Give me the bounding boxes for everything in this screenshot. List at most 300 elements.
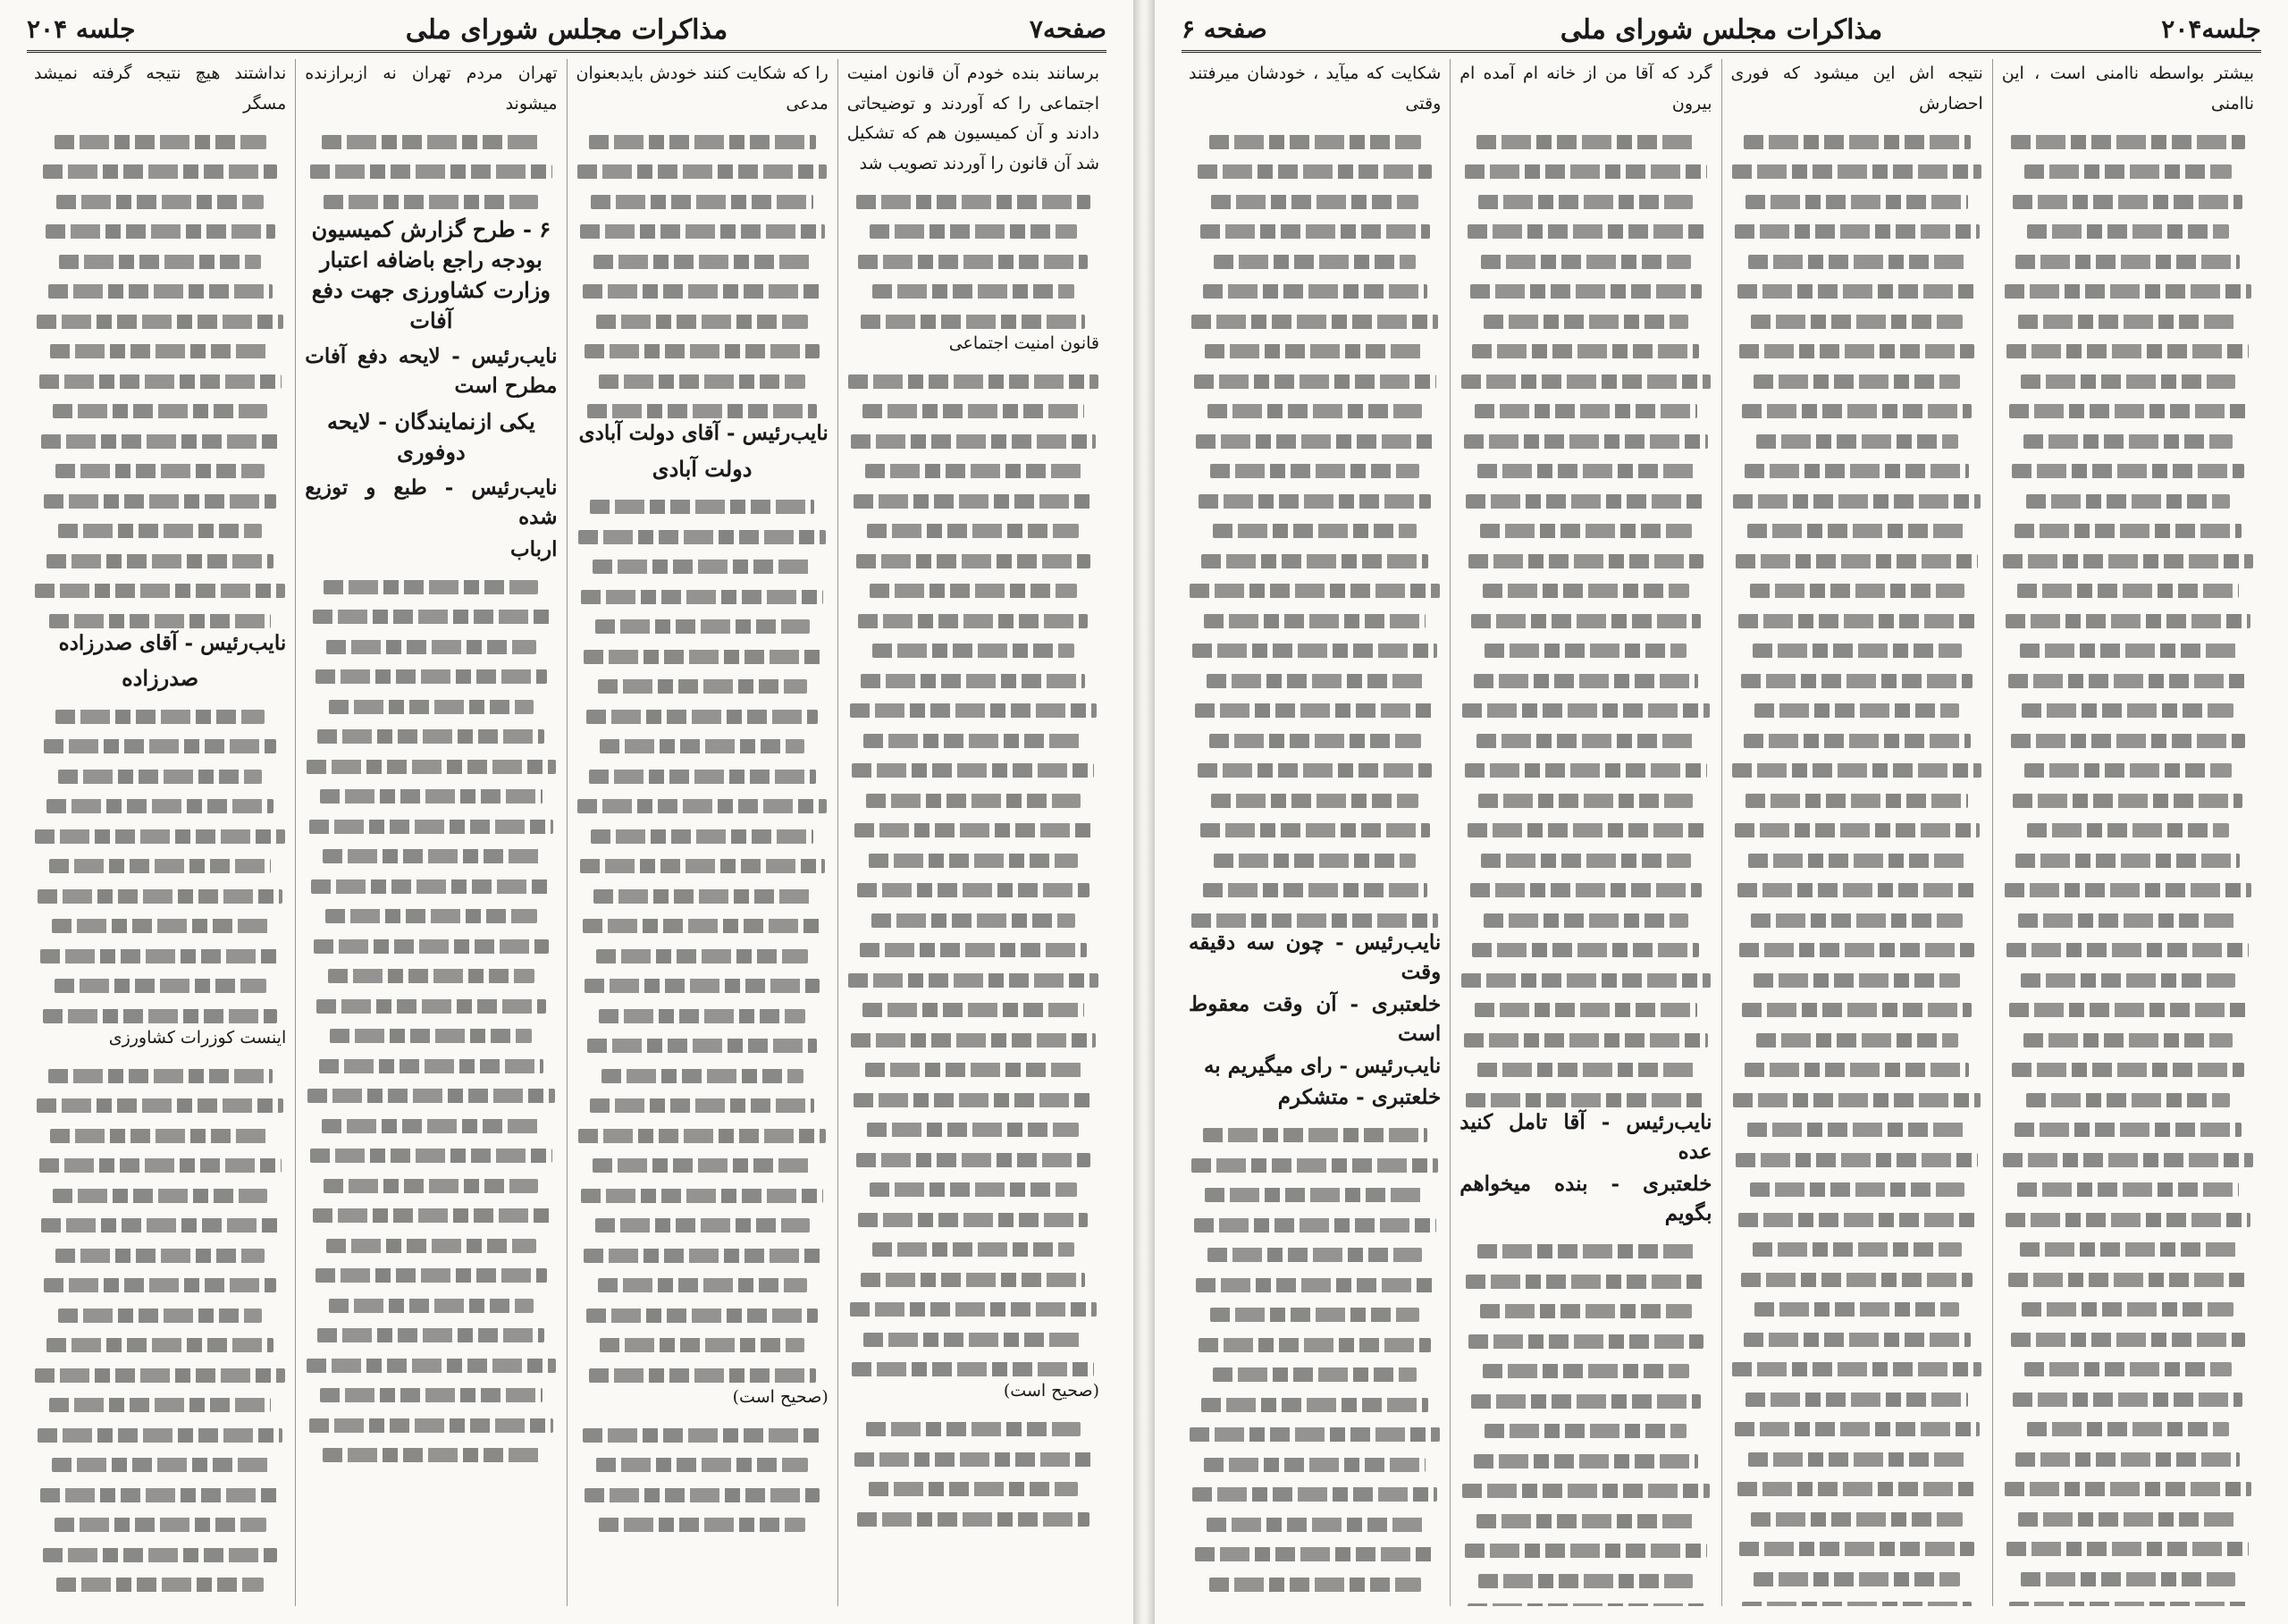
text-line-placeholder	[1466, 1275, 1705, 1289]
text-line-placeholder	[2005, 1482, 2252, 1496]
text-line-placeholder	[2006, 1542, 2249, 1556]
right-page-columns	[1180, 59, 2263, 1606]
text-line-placeholder	[311, 879, 551, 894]
text-line-placeholder	[872, 644, 1074, 658]
text-line-placeholder	[2018, 913, 2238, 928]
text-line-placeholder	[1732, 763, 1981, 778]
text-line-placeholder	[1477, 1244, 1695, 1258]
text-line-placeholder	[1211, 195, 1417, 209]
text-line-placeholder	[851, 1033, 1096, 1048]
text-line-placeholder	[2021, 973, 2235, 988]
text-line-placeholder	[580, 224, 825, 239]
text-line-placeholder	[595, 619, 810, 634]
text-line-placeholder	[1748, 854, 1965, 868]
text-line-placeholder	[309, 820, 554, 834]
text-line-placeholder	[581, 1189, 823, 1203]
paragraph: (صحیح است)	[1003, 1381, 1099, 1401]
text-line-placeholder	[1190, 1427, 1439, 1442]
paragraph: اینست کوزرات کشاورزی	[108, 1027, 287, 1048]
speaker-line: نایب‌رئیس - طبع و توزیع شده	[305, 475, 558, 529]
text-line-placeholder	[49, 614, 271, 628]
text-line-placeholder	[1205, 1188, 1425, 1202]
text-line-placeholder	[590, 1098, 814, 1113]
text-line-placeholder	[43, 164, 277, 179]
text-line-placeholder	[600, 739, 804, 753]
text-line-placeholder	[1201, 554, 1428, 568]
text-line-placeholder	[1481, 255, 1690, 269]
text-line-placeholder	[1191, 315, 1439, 329]
text-line-placeholder	[593, 255, 811, 269]
text-line-placeholder	[596, 315, 808, 329]
text-line-placeholder	[1737, 1482, 1977, 1496]
text-line-placeholder	[593, 1158, 812, 1173]
text-line-placeholder	[1205, 344, 1425, 358]
text-line-placeholder	[1750, 584, 1964, 598]
text-line-placeholder	[41, 434, 278, 449]
text-line-placeholder	[867, 524, 1079, 538]
left-page-columns	[25, 59, 1108, 1606]
text-line-placeholder	[1196, 1278, 1433, 1292]
text-line-placeholder	[1209, 1578, 1421, 1592]
right-page-header	[1182, 9, 2261, 53]
text-line-placeholder	[1464, 434, 1709, 449]
text-line-placeholder	[1751, 315, 1963, 329]
text-line-placeholder	[866, 1422, 1081, 1436]
speaker-line: خلعتبری - بنده میخواهم بگویم	[1459, 1171, 1712, 1225]
text-line-placeholder	[861, 1273, 1085, 1287]
text-line-placeholder	[590, 500, 814, 514]
text-line-placeholder	[46, 554, 273, 568]
text-line-placeholder	[41, 1218, 278, 1233]
text-line-placeholder	[1207, 1248, 1422, 1262]
text-line-placeholder	[1753, 644, 1962, 658]
text-column	[567, 59, 837, 1606]
page-gutter	[1133, 0, 1155, 1624]
text-line-placeholder	[313, 610, 550, 624]
text-line-placeholder	[596, 949, 808, 963]
text-line-placeholder	[1198, 763, 1432, 778]
text-line-placeholder	[1214, 854, 1416, 868]
text-line-placeholder	[1748, 1452, 1965, 1467]
text-line-placeholder	[328, 969, 534, 983]
text-line-placeholder	[1745, 1393, 1967, 1407]
text-line-placeholder	[43, 1009, 277, 1023]
text-line-placeholder	[1477, 464, 1695, 478]
text-line-placeholder	[587, 1039, 817, 1053]
text-line-placeholder	[1213, 1367, 1417, 1382]
text-line-placeholder	[1200, 823, 1430, 837]
text-line-placeholder	[1203, 883, 1427, 897]
text-line-placeholder	[1464, 1033, 1709, 1048]
text-line-placeholder	[858, 614, 1088, 628]
text-line-placeholder	[1738, 614, 1975, 628]
text-line-placeholder	[1742, 404, 1972, 418]
paragraph: را که شکایت کنند خودش بایدبعنوان مدعی	[576, 63, 829, 114]
text-line-placeholder	[858, 255, 1088, 269]
text-line-placeholder	[46, 1338, 273, 1352]
text-line-placeholder	[863, 1333, 1083, 1347]
text-line-placeholder	[584, 1249, 820, 1263]
text-line-placeholder	[601, 1069, 803, 1083]
text-line-placeholder	[1751, 1512, 1963, 1527]
text-line-placeholder	[2006, 943, 2249, 957]
left-page-header	[27, 9, 1106, 53]
left-page	[0, 0, 1133, 1624]
text-line-placeholder	[49, 859, 271, 873]
text-line-placeholder	[313, 1208, 550, 1223]
text-line-placeholder	[1736, 554, 1978, 568]
text-line-placeholder	[317, 729, 544, 744]
text-line-placeholder	[1192, 644, 1437, 658]
text-line-placeholder	[2006, 1213, 2250, 1227]
text-line-placeholder	[37, 1098, 284, 1113]
text-line-placeholder	[44, 739, 276, 753]
text-line-placeholder	[1471, 614, 1701, 628]
text-line-placeholder	[2020, 1242, 2237, 1257]
paragraph: شکایت که میآید ، خودشان میرفتند وقتی	[1189, 63, 1442, 114]
speaker-line: نایب‌رئیس - لایحه دفع آفات مطرح است	[305, 343, 558, 398]
text-line-placeholder	[1207, 404, 1422, 418]
text-line-placeholder	[1484, 315, 1688, 329]
paragraph: (صحیح است)	[732, 1386, 829, 1407]
text-column	[295, 59, 566, 1606]
text-line-placeholder	[2013, 794, 2242, 808]
text-line-placeholder	[870, 1182, 1076, 1197]
text-line-placeholder	[50, 344, 270, 358]
text-line-placeholder	[1468, 224, 1704, 239]
text-line-placeholder	[870, 584, 1076, 598]
text-line-placeholder	[870, 224, 1076, 239]
text-line-placeholder	[324, 195, 538, 209]
text-line-placeholder	[869, 854, 1078, 868]
text-line-placeholder	[1470, 284, 1703, 299]
text-line-placeholder	[2023, 1033, 2233, 1048]
text-line-placeholder	[577, 164, 827, 179]
text-line-placeholder	[55, 1249, 265, 1263]
text-line-placeholder	[1461, 374, 1711, 389]
text-line-placeholder	[581, 590, 823, 604]
text-line-placeholder	[1213, 524, 1417, 538]
text-line-placeholder	[1465, 164, 1707, 179]
text-line-placeholder	[1470, 883, 1703, 897]
text-line-placeholder	[2003, 1153, 2252, 1167]
text-line-placeholder	[2009, 1602, 2246, 1606]
text-line-placeholder	[2012, 464, 2244, 478]
text-line-placeholder	[1477, 1063, 1695, 1077]
text-line-placeholder	[1733, 494, 1981, 509]
text-line-placeholder	[320, 1388, 542, 1402]
text-line-placeholder	[1209, 135, 1421, 149]
text-line-placeholder	[580, 859, 825, 873]
text-line-placeholder	[850, 703, 1098, 718]
text-line-placeholder	[307, 1359, 556, 1373]
text-line-placeholder	[1741, 1273, 1973, 1287]
text-line-placeholder	[1465, 763, 1707, 778]
text-line-placeholder	[866, 794, 1081, 808]
text-line-placeholder	[55, 710, 265, 724]
text-line-placeholder	[307, 760, 556, 774]
text-line-placeholder	[1194, 374, 1436, 389]
text-line-placeholder	[854, 1452, 1091, 1467]
text-line-placeholder	[583, 1428, 822, 1443]
text-line-placeholder	[2018, 1512, 2238, 1527]
paragraph: تهران مردم تهران نه ازبرازنده میشوند	[305, 63, 558, 114]
right-header-title: مذاکرات مجلس شورای ملی	[1560, 14, 1883, 46]
text-line-placeholder	[44, 494, 276, 509]
text-line-placeholder	[2013, 195, 2242, 209]
text-line-placeholder	[1468, 823, 1704, 837]
text-line-placeholder	[53, 404, 267, 418]
text-line-placeholder	[2009, 404, 2246, 418]
text-line-placeholder	[2026, 494, 2231, 509]
text-line-placeholder	[1754, 973, 1960, 988]
text-line-placeholder	[848, 374, 1098, 389]
text-line-placeholder	[1207, 1518, 1424, 1532]
text-line-placeholder	[1750, 1182, 1964, 1197]
text-line-placeholder	[39, 1158, 282, 1173]
text-line-placeholder	[854, 1093, 1093, 1107]
text-line-placeholder	[2024, 763, 2231, 778]
text-line-placeholder	[55, 135, 266, 149]
text-line-placeholder	[596, 1458, 808, 1472]
speaker-line: نایب‌رئیس - آقای صدرزاده	[58, 630, 287, 655]
text-line-placeholder	[1462, 1484, 1710, 1498]
text-line-placeholder	[1466, 494, 1705, 509]
text-line-placeholder	[322, 135, 542, 149]
text-line-placeholder	[37, 315, 284, 329]
text-line-placeholder	[857, 1512, 1089, 1527]
text-line-placeholder	[1474, 1454, 1698, 1468]
text-line-placeholder	[585, 979, 819, 993]
text-line-placeholder	[848, 973, 1098, 988]
text-line-placeholder	[310, 164, 552, 179]
speaker-line: نایب‌رئیس - چون سه دقیقه وقت	[1189, 930, 1442, 984]
text-line-placeholder	[58, 770, 263, 784]
text-line-placeholder	[1198, 164, 1432, 179]
text-line-placeholder	[1468, 1603, 1704, 1606]
text-line-placeholder	[1480, 524, 1692, 538]
text-line-placeholder	[1210, 464, 1419, 478]
text-line-placeholder	[1753, 1242, 1962, 1257]
text-line-placeholder	[1738, 1213, 1975, 1227]
text-line-placeholder	[326, 640, 535, 654]
text-line-placeholder	[2027, 823, 2229, 837]
text-line-placeholder	[1745, 1063, 1969, 1077]
text-line-placeholder	[1739, 344, 1973, 358]
text-line-placeholder	[1466, 1093, 1705, 1107]
text-line-placeholder	[1737, 883, 1977, 897]
text-line-placeholder	[40, 1488, 280, 1502]
text-line-placeholder	[1733, 1093, 1981, 1107]
text-line-placeholder	[585, 1488, 819, 1502]
text-line-placeholder	[2017, 1182, 2239, 1197]
text-line-placeholder	[58, 1308, 263, 1323]
paragraph: برسانند بنده خودم آن قانون امنیت اجتماعی را که آوردند و توضیحاتی دادند و آن کمیسیون هم که تشکیل شد آن قانون را آوردند تصویب شد	[846, 63, 1099, 173]
right-header-session: جلسه۲۰۴	[2161, 14, 2261, 44]
text-line-placeholder	[314, 939, 548, 954]
text-line-placeholder	[872, 1242, 1074, 1257]
text-line-placeholder	[2015, 255, 2240, 269]
text-line-placeholder	[56, 1578, 263, 1592]
text-column	[1992, 59, 2263, 1606]
text-line-placeholder	[2005, 883, 2252, 897]
text-line-placeholder	[1207, 674, 1424, 688]
text-line-placeholder	[1476, 135, 1696, 149]
text-line-placeholder	[1192, 1487, 1437, 1502]
speaker-line: خلعتبری - آن وقت معقوط است	[1189, 991, 1442, 1046]
text-line-placeholder	[2013, 1393, 2242, 1407]
text-line-placeholder	[1475, 404, 1696, 418]
text-line-placeholder	[2022, 1302, 2233, 1317]
text-line-placeholder	[1195, 1547, 1434, 1561]
text-line-placeholder	[2015, 854, 2240, 868]
text-line-placeholder	[310, 1149, 552, 1163]
text-line-placeholder	[1476, 1514, 1696, 1528]
paragraph: قانون امنیت اجتماعی	[948, 332, 1099, 353]
text-line-placeholder	[854, 823, 1091, 837]
text-line-placeholder	[862, 404, 1084, 418]
text-line-placeholder	[1194, 1218, 1436, 1233]
right-page	[1155, 0, 2288, 1624]
text-line-placeholder	[320, 789, 542, 804]
text-line-placeholder	[2024, 164, 2231, 179]
text-line-placeholder	[863, 734, 1083, 748]
text-line-placeholder	[2024, 1362, 2231, 1376]
text-line-placeholder	[577, 799, 827, 813]
text-line-placeholder	[2006, 344, 2249, 358]
text-line-placeholder	[2017, 584, 2239, 598]
text-line-placeholder	[854, 494, 1093, 509]
text-line-placeholder	[53, 1189, 267, 1203]
text-column	[1180, 59, 1450, 1606]
text-line-placeholder	[1744, 135, 1971, 149]
text-line-placeholder	[329, 700, 534, 714]
text-line-placeholder	[872, 284, 1074, 299]
text-line-placeholder	[35, 584, 284, 598]
text-line-placeholder	[1190, 584, 1439, 598]
text-line-placeholder	[1203, 284, 1427, 299]
text-line-placeholder	[55, 464, 265, 478]
text-line-placeholder	[2011, 734, 2245, 748]
text-line-placeholder	[2020, 644, 2237, 658]
text-line-placeholder	[1210, 1308, 1419, 1322]
text-line-placeholder	[1744, 1333, 1971, 1347]
paragraph: گرد که آقا من از خانه ام آمده ام بیرون	[1459, 63, 1712, 114]
text-column	[25, 59, 295, 1606]
text-line-placeholder	[315, 669, 548, 684]
text-line-placeholder	[1478, 1574, 1693, 1588]
text-line-placeholder	[1754, 703, 1959, 718]
text-line-placeholder	[46, 224, 275, 239]
text-line-placeholder	[865, 1063, 1082, 1077]
text-line-placeholder	[2021, 374, 2235, 389]
text-line-placeholder	[591, 195, 812, 209]
text-line-placeholder	[43, 1548, 277, 1562]
text-line-placeholder	[323, 1448, 540, 1462]
text-line-placeholder	[1756, 434, 1958, 449]
text-line-placeholder	[578, 530, 826, 544]
text-line-placeholder	[586, 710, 819, 724]
text-line-placeholder	[585, 344, 819, 358]
text-line-placeholder	[323, 849, 540, 863]
text-line-placeholder	[1748, 255, 1965, 269]
text-line-placeholder	[591, 829, 812, 844]
text-line-placeholder	[55, 1518, 266, 1532]
text-line-placeholder	[2012, 1063, 2244, 1077]
text-line-placeholder	[598, 679, 807, 694]
section-heading: صدرزاده	[122, 665, 199, 691]
text-line-placeholder	[1480, 1304, 1692, 1318]
text-line-placeholder	[851, 434, 1096, 449]
text-line-placeholder	[2006, 614, 2250, 628]
text-line-placeholder	[857, 883, 1089, 897]
text-line-placeholder	[865, 464, 1082, 478]
text-line-placeholder	[2026, 1093, 2231, 1107]
text-line-placeholder	[2027, 224, 2229, 239]
text-line-placeholder	[38, 889, 282, 904]
section-heading: یکی ازنمایندگان - لایحه دوفوری	[327, 408, 535, 465]
text-line-placeholder	[1474, 674, 1698, 688]
text-line-placeholder	[860, 943, 1087, 957]
text-line-placeholder	[1745, 464, 1969, 478]
text-line-placeholder	[1754, 1572, 1960, 1586]
text-line-placeholder	[2008, 1273, 2248, 1287]
text-line-placeholder	[584, 650, 820, 664]
text-line-placeholder	[322, 1119, 542, 1133]
text-line-placeholder	[1211, 794, 1417, 808]
speaker-line: ارباب	[509, 536, 558, 561]
text-line-placeholder	[1732, 164, 1981, 179]
text-line-placeholder	[1485, 644, 1687, 658]
text-line-placeholder	[1461, 973, 1711, 988]
text-line-placeholder	[44, 1278, 276, 1292]
text-line-placeholder	[1742, 1602, 1972, 1606]
text-line-placeholder	[1471, 1394, 1701, 1409]
text-line-placeholder	[1196, 434, 1433, 449]
text-line-placeholder	[586, 1308, 819, 1323]
text-line-placeholder	[1745, 794, 1967, 808]
text-line-placeholder	[1481, 854, 1690, 868]
text-line-placeholder	[850, 1302, 1098, 1317]
text-line-placeholder	[1472, 344, 1699, 358]
text-line-placeholder	[38, 1428, 282, 1443]
text-line-placeholder	[1735, 823, 1980, 837]
text-line-placeholder	[858, 1213, 1088, 1227]
speaker-line: نایب‌رئیس - رای میگیریم به	[1203, 1053, 1442, 1078]
text-line-placeholder	[593, 560, 812, 574]
text-line-placeholder	[2009, 1003, 2246, 1017]
text-line-placeholder	[1465, 1544, 1707, 1558]
text-column	[1450, 59, 1720, 1606]
text-line-placeholder	[2011, 135, 2245, 149]
text-line-placeholder	[1209, 734, 1421, 748]
text-column	[837, 59, 1108, 1606]
text-line-placeholder	[2021, 1572, 2235, 1586]
text-line-placeholder	[1754, 1302, 1959, 1317]
text-line-placeholder	[2005, 284, 2252, 299]
text-line-placeholder	[46, 799, 273, 813]
text-line-placeholder	[35, 1368, 284, 1383]
right-header-page-number: صفحه ۶	[1182, 14, 1267, 44]
text-line-placeholder	[599, 1009, 805, 1023]
text-line-placeholder	[1744, 734, 1971, 748]
text-line-placeholder	[58, 524, 263, 538]
text-line-placeholder	[1735, 1422, 1980, 1436]
text-line-placeholder	[2022, 703, 2233, 718]
text-line-placeholder	[315, 1268, 548, 1283]
text-line-placeholder	[852, 1362, 1094, 1376]
text-line-placeholder	[593, 889, 811, 904]
